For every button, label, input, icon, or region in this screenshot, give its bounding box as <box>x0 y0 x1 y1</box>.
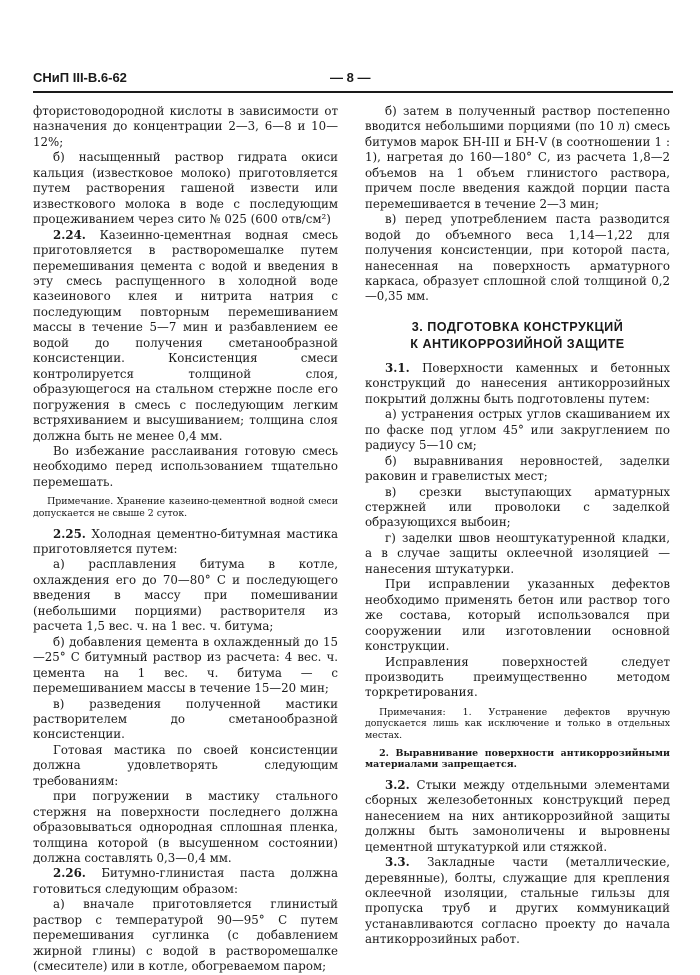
clause-number: 2.26. <box>53 866 86 881</box>
paragraph: в) перед употреблением паста разводится водой до объемного веса 1,14—1,22 для получения консистенции, при которой паста, нанесенная на поверхность арматурного каркаса, образует сплошной слой толщиной 0,2—0,35 мм. <box>365 212 670 304</box>
clause-3-3 <box>365 855 670 948</box>
paragraph: а) расплавления битума в котле, охлаждения его до 70—80° С и последующего введения в массу при помешивании (небольшими порциями) растворителя из расчета 1,5 вес. ч. на 1 вес. ч. битума; <box>33 557 338 634</box>
paragraph: г) заделки швов неоштукатуренной кладки, а в случае защиты оклеечной изоляцией — нанесения штукатурки. <box>365 530 670 576</box>
right-column <box>365 104 671 947</box>
clause-2-24 <box>33 228 338 444</box>
note-text: 1. Устранение дефектов вручную допускается лишь как исключение и только в отдельных местах. <box>365 706 671 742</box>
clause-text: Поверхности каменных и бетонных конструкций до нанесения антикоррозийных покрытий должны быть подготовлены путем: <box>365 360 671 406</box>
paragraph: б) затем в полученный раствор постепенно вводится небольшими порциями (по 10 л) смесь битумов марок БН-III и БН-V (в соотношении 1 : 1), нагретая до 160—180° С, из расчета 1,8—2 объемов на 1 объем глинистого раствора, причем после введения каждой порции паста перемешивается в течение 2—3 мин; <box>365 104 670 211</box>
note <box>33 496 338 519</box>
paragraph: а) вначале приготовляется глинистый раствор с температурой 90—95° С путем перемешивания суглинка (с добавлением жирной глины) с водой в растворомешалке (смесителе) или в котле, обогреваемом паром; <box>33 897 338 974</box>
clause-text: Стыки между отдельными элементами сборных железобетонных конструкций перед нанесением на них антикоррозийной защиты должны быть замоноличены и выровнены цементной штукатуркой или стяжкой. <box>365 777 670 854</box>
section-heading-line: 3. ПОДГОТОВКА КОНСТРУКЦИЙ <box>411 319 624 334</box>
clause-number: 3.1. <box>385 360 410 375</box>
clause-2-26 <box>33 866 338 897</box>
paragraph: а) устранения острых углов скашиванием их по фаске под углом 45° или закруглением по радиусу 5—10 см; <box>365 407 670 453</box>
clause-text: Битумно-глинистая паста должна готовиться следующим образом: <box>33 866 339 896</box>
paragraph: фтористоводородной кислоты в зависимости от назначения до концентрации 2—3, 6—8 и 10—12%; <box>33 104 338 149</box>
paragraph: в) срезки выступающих арматурных стержней или проволоки с заделкой образующихся выбоин; <box>365 484 670 530</box>
paragraph: б) добавления цемента в охлажденный до 15—25° С битумный раствор из расчета: 4 вес. ч. цемента на 1 вес. ч. битума — с перемешиванием массы в течение 15—20 мин; <box>33 634 338 696</box>
clause-number: 2.24. <box>53 227 86 242</box>
paragraph: б) выравнивания неровностей, заделки раковин и гравелистых мест; <box>365 453 670 484</box>
clause-2-25 <box>33 527 338 558</box>
note-label: Примечания: <box>379 706 446 718</box>
clause-number: 3.2. <box>385 777 410 792</box>
clause-3-2 <box>365 778 670 855</box>
paragraph: Во избежание расслаивания готовую смесь необходимо перед использованием тщательно перемешать. <box>33 443 338 489</box>
paragraph: в) разведения полученной мастики растворителем до сметанообразной консистенции. <box>33 696 338 742</box>
clause-text: Холодная цементно-битумная мастика приготовляется путем: <box>33 526 338 556</box>
section-heading-line: К АНТИКОРРОЗИЙНОЙ ЗАЩИТЕ <box>410 336 625 351</box>
paragraph: Исправления поверхностей следует производить преимущественно методом торкретирования. <box>365 654 670 700</box>
clause-3-1 <box>365 361 670 407</box>
note-label: Примечание. <box>47 496 114 508</box>
clause-number: 2.25. <box>53 526 86 541</box>
page-number: — 8 — <box>330 70 371 85</box>
note: 2. Выравнивание поверхности антикоррозийными материалами запрещается. <box>365 747 670 771</box>
document-code: СНиП III-В.6-62 <box>33 70 127 85</box>
note-text: Хранение казеино-цементной водной смеси допускается не свыше 2 суток. <box>33 496 338 519</box>
section-heading <box>365 319 670 353</box>
header-rule <box>33 91 673 93</box>
paragraph: При исправлении указанных дефектов необходимо применять бетон или раствор того же состава, который использовался при сооружении или изготовлении основной конструкции. <box>365 577 670 654</box>
clause-number: 3.3. <box>385 855 410 870</box>
paragraph: Готовая мастика по своей консистенции должна удовлетворять следующим требованиям: <box>33 742 338 788</box>
clause-text: Закладные части (металлические, деревянные), болты, служащие для крепления оклеечной изоляции, стальные гильзы для пропуска труб и других коммуникаций устанавливаются согласно проекту до начала антикоррозийных работ. <box>365 855 670 947</box>
paragraph: при погружении в мастику стального стержня на поверхности последнего должна образовываться однородная сплошная пленка, толщина которой (в высушенном состоянии) должна составлять 0,3—0,4 мм. <box>33 789 338 866</box>
note <box>365 707 670 742</box>
left-column <box>33 104 339 974</box>
clause-text: Казеинно-цементная водная смесь приготовляется в растворомешалке путем перемешивания цемента с водой и введения в эту смесь распущенного в холодной воде казеинового клея и нитрита натрия с последующим повторным перемешиванием массы в течение 5—7 мин и разбавлением ее водой до получения сметанообразной консистенции. Консистенция смеси контролируется толщиной слоя, образующегося на стальном стержне после его погружения в смесь с последующим легким встряхиванием и высушиванием; толщина слоя должна быть не менее 0,4 мм. <box>33 227 338 443</box>
paragraph: б) насыщенный раствор гидрата окиси кальция (известковое молоко) приготовляется путем растворения гашеной извести или известкового молока в воде с последующим процеживанием через сито № 025 (600 отв/см²) <box>33 150 338 227</box>
